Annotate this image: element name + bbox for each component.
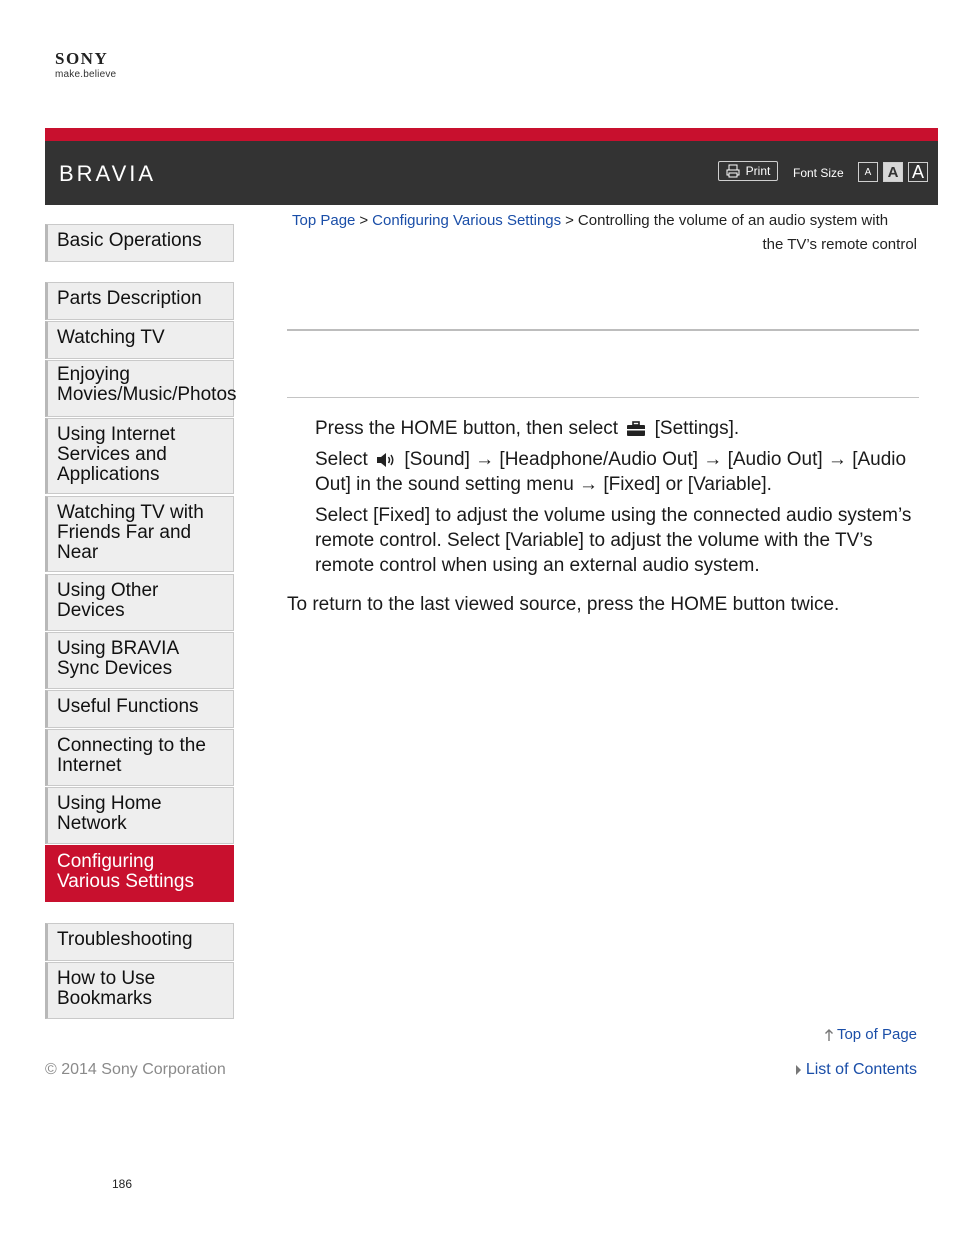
breadcrumb-separator: >	[565, 212, 574, 229]
sidebar-item-internet-services[interactable]: Using Internet Services and Applications	[45, 418, 234, 494]
page-number: 186	[112, 1177, 133, 1191]
step-2-text: Select	[315, 449, 368, 470]
sidebar-item-troubleshooting[interactable]: Troubleshooting	[45, 923, 234, 961]
sidebar-item-friends-far-near[interactable]: Watching TV with Friends Far and Near	[45, 496, 234, 572]
sidebar-item-bravia-sync[interactable]: Using BRAVIA Sync Devices	[45, 632, 234, 689]
arrow-up-icon	[824, 1028, 834, 1042]
sony-wordmark: SONY	[55, 49, 109, 68]
font-size-small-button[interactable]: A	[858, 162, 878, 182]
settings-toolbox-icon	[626, 421, 646, 437]
sound-speaker-icon	[376, 452, 396, 468]
printer-icon	[726, 164, 740, 178]
step-3: Select [Fixed] to adjust the volume using the connected audio system’s remote control. Select [Variable] to adjust the volume with the TV’s remote control when using an external audio system.	[315, 505, 912, 576]
font-size-large-button[interactable]: A	[908, 162, 928, 182]
closing-paragraph: To return to the last viewed source, press the HOME button twice.	[287, 594, 840, 615]
sidebar-item-enjoying-media[interactable]	[45, 360, 237, 417]
sony-tagline: make.believe	[55, 69, 117, 80]
step-1-text-after: [Settings].	[654, 418, 740, 439]
breadcrumb-separator: >	[359, 212, 369, 229]
step-1	[315, 416, 920, 441]
print-label: Print	[745, 164, 771, 178]
bravia-title: BRAVIA	[59, 161, 157, 186]
sidebar-item-bookmarks[interactable]: How to Use Bookmarks	[45, 962, 234, 1019]
top-of-page-label: Top of Page	[836, 1026, 917, 1043]
breadcrumb-top-page-link[interactable]: Top Page	[292, 212, 356, 229]
step-2	[315, 447, 920, 497]
section-divider	[287, 397, 919, 398]
font-size-label: Font Size	[793, 166, 844, 180]
sidebar-item-useful-functions[interactable]: Useful Functions	[45, 690, 234, 728]
steps-list	[315, 416, 920, 584]
header-accent-strip	[45, 128, 938, 141]
sidebar-item-label: Enjoying Movies/Music/Photos	[57, 364, 237, 405]
top-of-page-link[interactable]	[824, 1026, 917, 1043]
breadcrumb-configuring-link[interactable]: Configuring Various Settings	[372, 212, 562, 229]
copyright: © 2014 Sony Corporation	[45, 1061, 226, 1078]
sony-logo	[55, 50, 116, 80]
title-divider	[287, 329, 919, 331]
list-of-contents-label: List of Contents	[805, 1061, 917, 1078]
list-of-contents-link[interactable]	[795, 1061, 917, 1079]
sidebar-item-configuring-settings[interactable]: Configuring Various Settings	[45, 845, 234, 902]
sidebar-item-basic-operations[interactable]: Basic Operations	[45, 224, 234, 262]
triangle-right-icon	[795, 1064, 802, 1076]
sidebar-item-watching-tv[interactable]: Watching TV	[45, 321, 234, 359]
breadcrumb-current: Controlling the volume of an audio system with	[577, 212, 889, 229]
step-1-text: Press the HOME button, then select	[315, 418, 619, 439]
header-bar	[45, 141, 938, 205]
sidebar-item-home-network[interactable]: Using Home Network	[45, 787, 234, 844]
breadcrumb-current-continued: the TV’s remote control	[762, 236, 917, 253]
sidebar-item-other-devices[interactable]: Using Other Devices	[45, 574, 234, 631]
breadcrumb	[292, 209, 917, 257]
print-button[interactable]	[718, 161, 778, 181]
sidebar-item-parts-description[interactable]: Parts Description	[45, 282, 234, 320]
sidebar-item-connecting-internet[interactable]: Connecting to the Internet	[45, 729, 234, 786]
step-2-text-after: [Sound] → [Headphone/Audio Out] → [Audio Out] → [Audio Out] in the sound setting menu → [Fixed] or [Variable].	[315, 449, 907, 495]
font-size-medium-button[interactable]: A	[883, 162, 903, 182]
